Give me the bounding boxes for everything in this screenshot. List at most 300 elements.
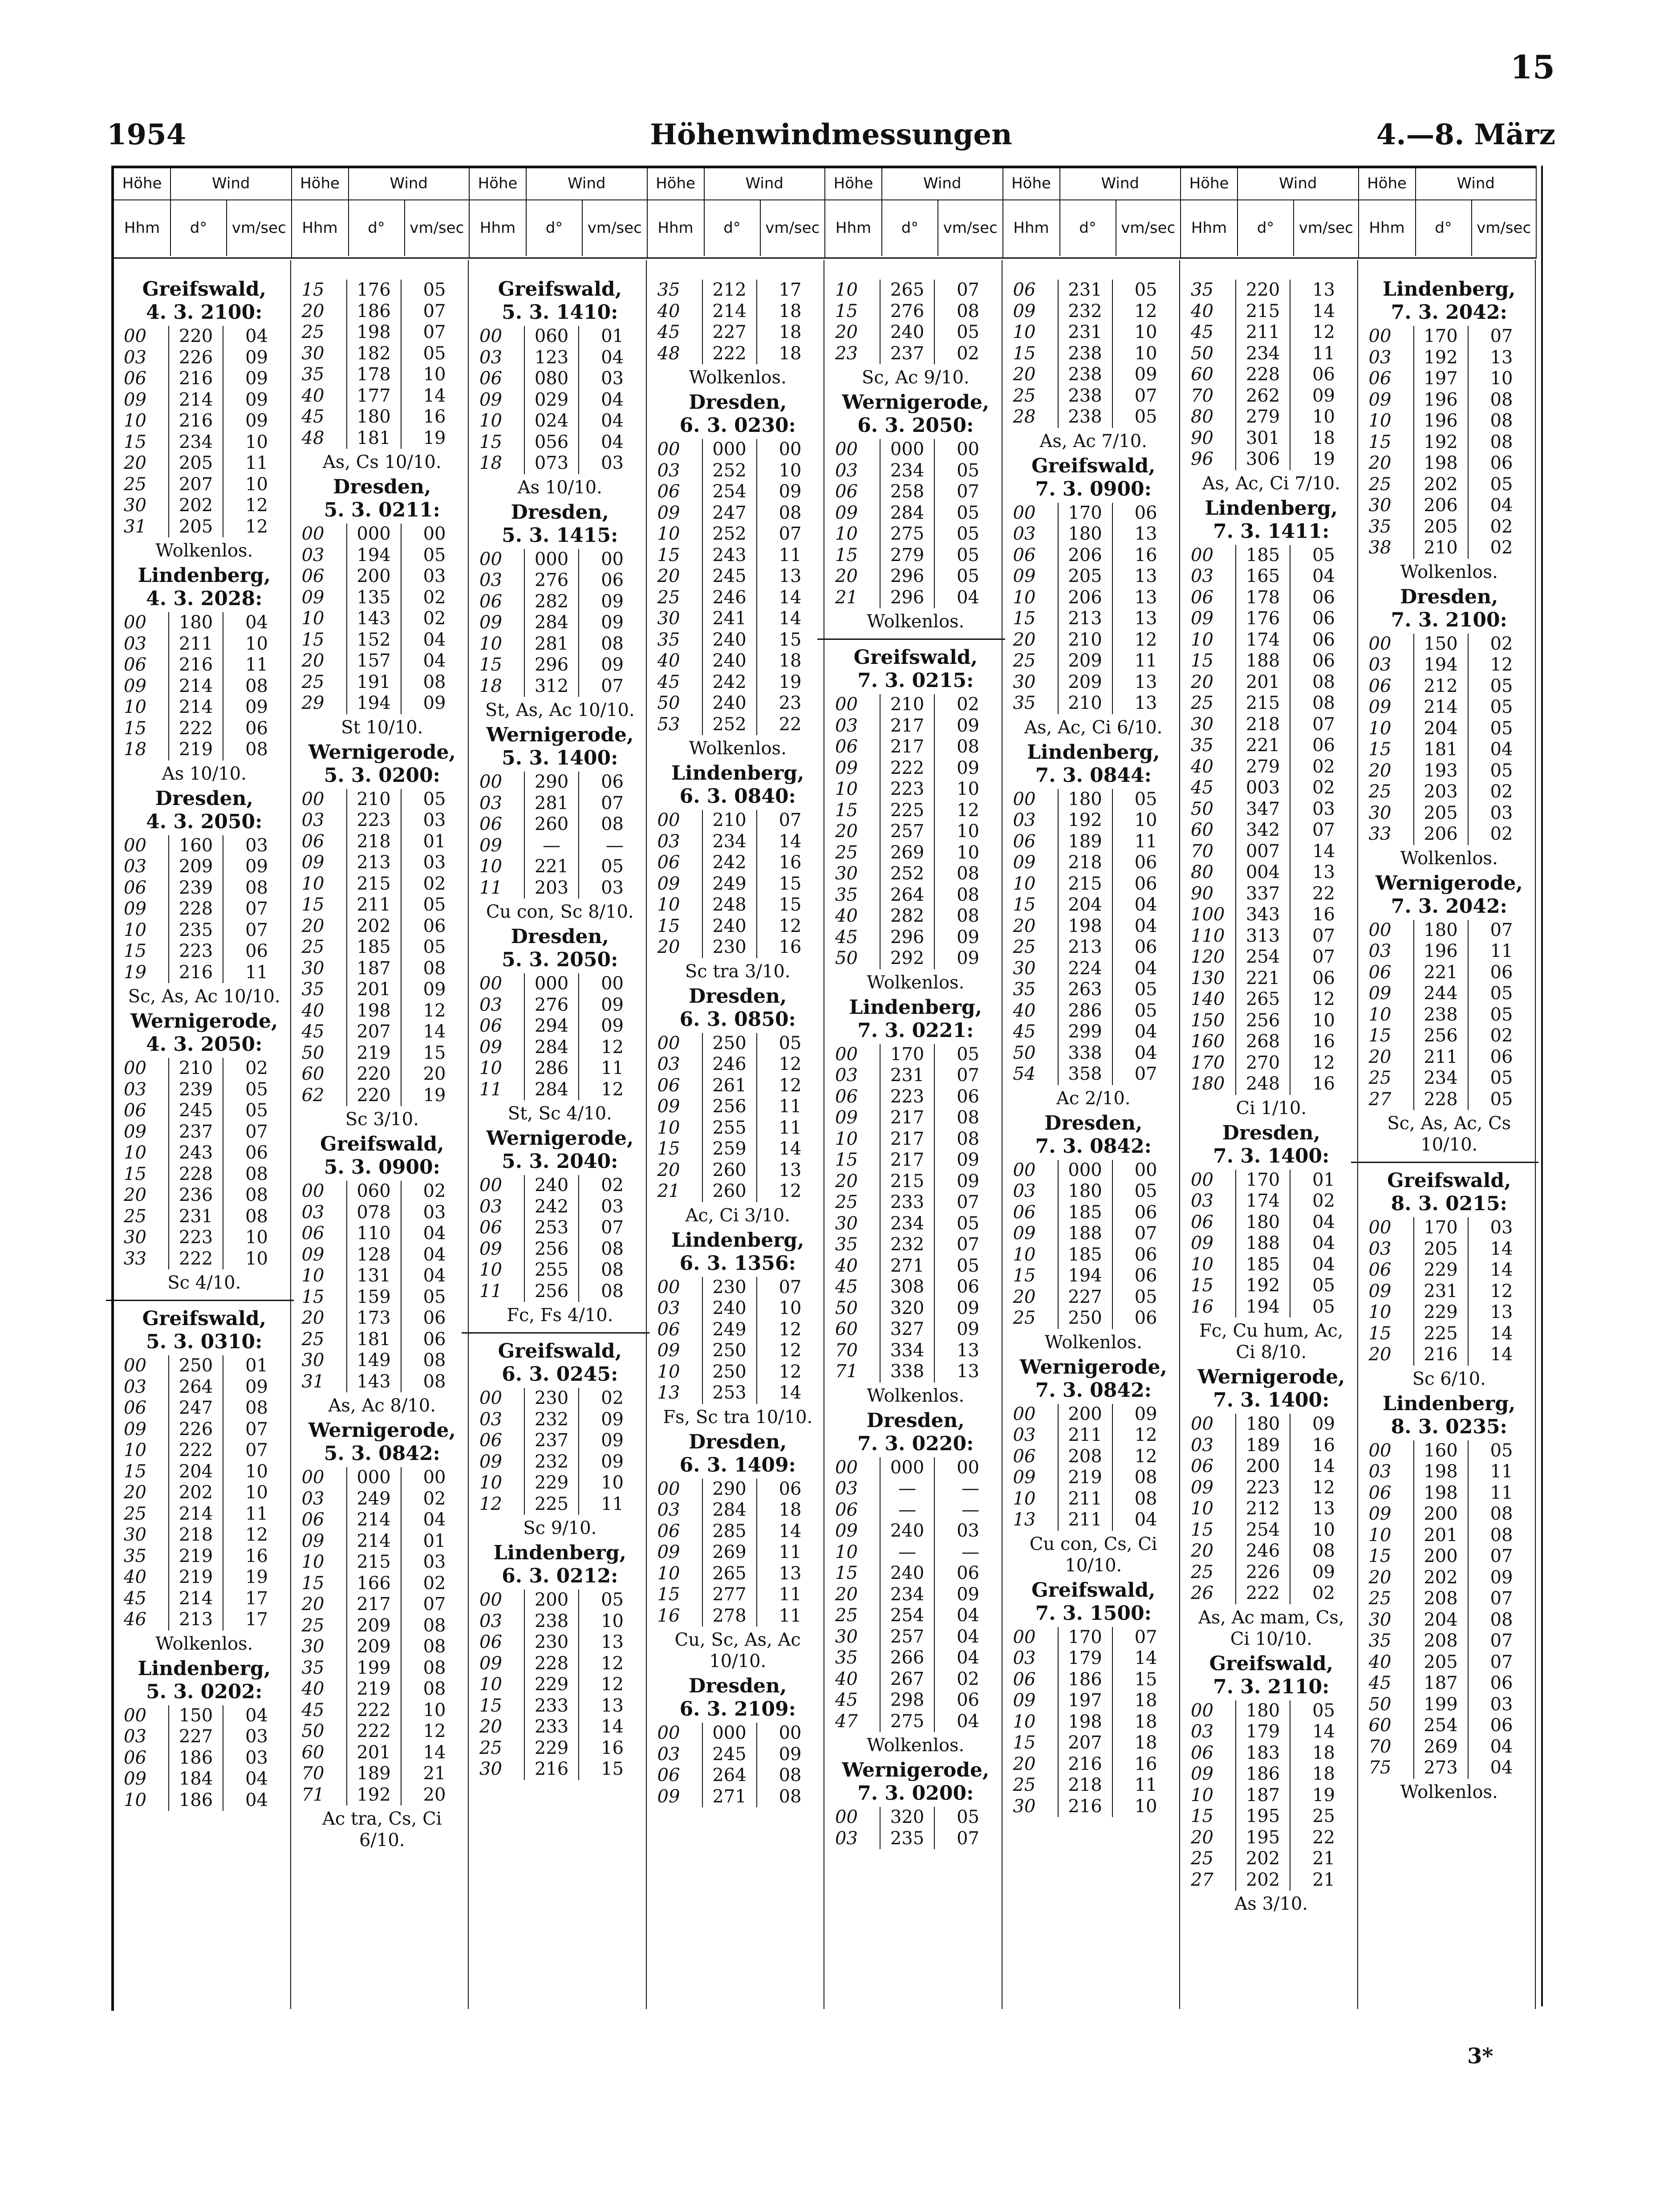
speed-cell: 19 [779,671,802,692]
direction-cell: 210 [702,810,757,831]
direction-cell: 256 [524,1281,579,1302]
height-cell: 00 [1191,1700,1213,1721]
station-name: Greifswald, [498,278,622,301]
height-cell: 35 [835,1234,858,1255]
direction-cell: 229 [524,1738,579,1759]
speed-cell: 14 [779,1521,802,1541]
table-row [479,1281,626,1302]
direction-cell: 060 [347,1181,401,1202]
direction-cell: 004 [1236,862,1290,883]
station-name: Lindenberg, [671,1228,804,1252]
height-cell: 09 [479,1451,502,1472]
height-cell: 15 [657,1139,680,1159]
speed-cell: 01 [423,1530,446,1551]
height-cell: 60 [1191,820,1213,840]
table-row [657,895,804,916]
height-cell: 45 [301,1021,325,1042]
observation-datetime: 5. 3. 2050: [502,948,618,971]
speed-cell: 05 [957,566,979,586]
speed-cell: 03 [245,1726,268,1747]
speed-cell: 08 [601,1238,624,1259]
table-row [657,1160,804,1181]
speed-cell: 16 [1312,1435,1335,1456]
direction-cell: 222 [880,758,934,779]
height-cell: 09 [657,502,680,523]
header-v: v [410,219,419,237]
column-header [1003,168,1181,259]
speed-cell: 05 [1134,280,1157,300]
direction-cell: 313 [1236,926,1290,947]
speed-cell: 08 [423,1350,446,1371]
speed-cell: 06 [1312,968,1335,988]
direction-cell: 259 [702,1139,757,1160]
station-block [470,724,646,923]
speed-cell: 04 [245,612,268,633]
height-cell: 03 [1368,655,1392,675]
direction-cell: 215 [880,1171,934,1192]
height-cell: 45 [835,1277,858,1297]
direction-cell: 187 [347,958,401,980]
direction-cell: 201 [1414,1525,1468,1546]
station-block [648,1675,824,1807]
speed-cell: 05 [1490,474,1513,495]
direction-cell: 229 [524,1674,579,1696]
header-v: v [943,219,952,237]
height-cell: 40 [657,651,680,671]
speed-cell: 13 [779,1159,802,1180]
height-cell: 06 [479,591,502,612]
speed-cell: 09 [957,1297,979,1318]
speed-cell: 15 [779,873,802,894]
speed-cell: 13 [1490,1302,1513,1322]
height-cell: 00 [1013,1627,1036,1647]
height-cell: 35 [657,280,680,300]
height-cell: 09 [301,587,325,608]
height-cell: 15 [124,718,146,739]
direction-cell: 234 [880,1213,934,1235]
direction-cell: 212 [1236,1498,1290,1520]
speed-cell: 06 [1134,1202,1157,1223]
station-block [825,391,1002,632]
direction-cell: 192 [1414,432,1468,453]
speed-cell: 16 [1134,1753,1157,1774]
direction-cell: 003 [1236,777,1290,799]
speed-cell: 09 [245,1376,268,1397]
table-row [302,852,449,874]
height-cell: 35 [1368,1631,1392,1651]
speed-cell: 08 [1490,389,1513,410]
height-cell: 45 [657,671,680,692]
height-cell: 06 [124,368,146,389]
height-cell: 130 [1191,968,1225,988]
station-name: Greifswald, [853,646,978,669]
direction-cell: 222 [1236,1583,1290,1604]
height-cell: 50 [1191,798,1213,819]
speed-cell: 13 [957,1361,979,1382]
header-h: H [479,219,491,237]
wind-data-table [302,524,449,714]
height-cell: 10 [657,524,680,544]
speed-cell: 07 [1312,947,1335,967]
direction-cell: 216 [169,962,223,984]
table-row [835,524,982,545]
direction-cell: 216 [169,655,223,676]
height-cell: 20 [301,301,325,321]
header-unit: m/sec [596,219,642,237]
direction-cell: 238 [1058,343,1112,365]
direction-cell: 312 [524,676,579,697]
direction-cell: 247 [169,1398,223,1419]
data-column [114,260,291,2009]
table-row [1013,1754,1160,1775]
speed-cell: 02 [601,1175,624,1196]
height-cell: 10 [124,1789,146,1810]
direction-cell: 177 [347,386,401,407]
height-cell: 40 [1013,1000,1036,1021]
direction-cell: 282 [880,906,934,927]
data-column [1359,260,1536,2009]
speed-cell: 07 [957,1192,979,1212]
direction-cell: 263 [1058,979,1112,1000]
direction-cell: 000 [702,1723,757,1744]
height-cell: 06 [479,368,502,389]
direction-cell: 196 [1414,941,1468,962]
height-cell: 10 [835,1128,858,1149]
table-row [1191,1435,1338,1456]
direction-cell: 215 [1058,874,1112,895]
speed-cell: 11 [779,1584,802,1605]
direction-cell: 338 [1058,1043,1112,1064]
station-name: Lindenberg, [1383,278,1516,301]
table-row [835,1361,982,1383]
height-cell: 15 [301,1286,325,1307]
table-row [1191,1053,1338,1074]
direction-cell: 240 [524,1175,579,1196]
header-d-deg [1060,200,1116,256]
height-cell: 09 [124,899,146,919]
cloud-remark: Wolkenlos. [1400,561,1498,582]
observation-datetime: 7. 3. 0200: [857,1782,974,1805]
direction-cell: 000 [524,549,579,570]
height-cell: 09 [1368,1504,1392,1524]
station-name: Wernigerode, [1019,1355,1167,1379]
wind-data-table [302,1467,449,1806]
direction-cell: 202 [1414,1567,1468,1589]
direction-cell: 204 [169,1461,223,1483]
station-block [825,280,1002,388]
table-row [1191,1520,1338,1541]
direction-cell: 250 [702,1362,757,1383]
wind-data-table [124,1705,271,1811]
speed-cell: 15 [779,895,802,915]
header-title: Höhenwindmessungen [650,118,1012,151]
table-row [302,386,449,407]
height-cell: 20 [301,915,325,936]
speed-cell: 16 [1312,904,1335,925]
height-cell: 09 [301,1244,325,1265]
column-header-row-1 [648,168,825,200]
height-cell: 06 [835,1086,858,1107]
direction-cell: 278 [702,1606,757,1627]
speed-cell: 00 [423,524,446,544]
table-row [302,1594,449,1615]
speed-cell: 02 [957,694,979,715]
height-cell: 00 [479,1388,502,1408]
table-row [657,852,804,874]
station-name: Dresden, [333,476,431,498]
speed-cell: 09 [1490,1567,1513,1588]
direction-cell: 231 [1058,280,1112,301]
height-cell: 50 [835,948,858,968]
speed-cell: 07 [245,1440,268,1460]
table-row [1191,322,1338,343]
height-cell: 48 [657,343,680,364]
height-cell: 09 [124,1769,146,1789]
table-row [302,1371,449,1393]
direction-cell: 222 [169,1249,223,1270]
height-cell: 03 [835,1065,858,1086]
direction-cell: 194 [1414,655,1468,676]
station-name: Wernigerode, [842,391,990,414]
observation-datetime: 6. 3. 0230: [679,414,796,437]
direction-cell: 299 [1058,1021,1112,1043]
speed-cell: 04 [1312,1233,1335,1253]
height-cell: 09 [1191,1477,1213,1498]
direction-cell: 000 [524,973,579,995]
cloud-remark: As 10/10. [517,477,602,498]
table-row [1013,1021,1160,1043]
table-row [835,948,982,969]
height-cell: 20 [1013,915,1036,936]
direction-cell: 209 [347,1636,401,1658]
header-h: H [835,219,847,237]
table-row [1191,693,1338,714]
cloud-remark: Ac 2/10. [1056,1088,1131,1109]
station-name: Dresden, [689,1675,787,1697]
table-row [1013,545,1160,566]
cloud-remark: Sc, As, Ac 10/10. [128,986,280,1007]
direction-cell: 229 [1414,1302,1468,1323]
direction-cell: 170 [1414,1217,1468,1239]
header-h-hm [292,200,349,256]
speed-cell: 07 [423,1594,446,1615]
table-row [1191,799,1338,820]
direction-cell: 150 [169,1705,223,1727]
height-cell: 33 [124,1248,146,1269]
station-name: Greifswald, [1209,1652,1333,1675]
height-cell: 03 [1191,1721,1213,1742]
direction-cell: 205 [169,453,223,474]
table-row [302,937,449,958]
table-row [1013,672,1160,693]
direction-cell: 256 [702,1096,757,1118]
speed-cell: 11 [601,1493,624,1514]
speed-cell: 05 [423,789,446,809]
height-cell: 09 [1013,566,1036,586]
table-row [124,1377,271,1398]
table-row [657,1181,804,1202]
table-row [1013,407,1160,428]
height-cell: 15 [1013,895,1036,915]
height-cell: 20 [835,1171,858,1192]
table-row [1191,386,1338,407]
station-block [648,280,824,388]
table-row [1013,1796,1160,1818]
table-row [302,343,449,365]
direction-cell: 240 [702,630,757,651]
height-cell: 50 [301,1042,325,1063]
table-row [124,347,271,369]
direction-cell: 264 [880,885,934,906]
height-cell: 06 [1013,1446,1036,1467]
observation-datetime: 7. 3. 0215: [857,669,974,692]
direction-cell: 265 [1236,989,1290,1010]
table-row [835,1807,982,1828]
table-row [1369,1005,1516,1026]
table-row [1013,1223,1160,1244]
height-cell: 30 [835,1213,858,1234]
speed-cell: 04 [1312,1254,1335,1275]
height-cell: 45 [301,407,325,427]
station-block [114,278,290,561]
direction-cell: 211 [347,895,401,916]
height-cell: 18 [479,453,502,473]
observation-datetime: 5. 3. 1415: [502,524,618,547]
table-row [1369,634,1516,655]
speed-cell: 07 [1490,919,1513,940]
speed-cell: 12 [423,1721,446,1741]
height-cell: 09 [1191,1233,1213,1253]
cloud-remark: Sc tra 3/10. [685,961,791,982]
speed-cell: 03 [1312,798,1335,819]
table-row [1369,983,1516,1005]
table-row [1369,1047,1516,1068]
height-cell: 30 [301,958,325,979]
speed-cell: 05 [1490,760,1513,781]
station-block [1359,1169,1535,1390]
station-name: Wernigerode, [308,740,456,764]
direction-cell: 225 [524,1494,579,1515]
height-cell: 06 [479,1430,502,1451]
table-row [835,343,982,365]
speed-cell: 14 [1490,1238,1513,1259]
height-cell: 03 [835,1478,858,1499]
direction-cell: 221 [524,856,579,878]
table-row [835,460,982,482]
header-hm: hm [847,219,872,237]
table-row [1369,1483,1516,1504]
wind-data-table [302,280,449,449]
table-row [479,1452,626,1473]
observation-datetime: 7. 3. 0842: [1035,1379,1152,1402]
speed-cell: 09 [601,1451,624,1472]
speed-cell: 10 [779,460,802,481]
direction-cell: 194 [347,693,401,714]
speed-cell: 07 [1134,1627,1157,1647]
speed-cell: 12 [1134,1446,1157,1467]
direction-cell: 238 [1058,364,1112,386]
direction-cell: 205 [1414,516,1468,538]
table-row [124,1058,271,1079]
speed-cell: 08 [245,1163,268,1184]
header-d: d [1435,219,1445,237]
speed-cell: 08 [423,1657,446,1678]
height-cell: 20 [1368,1567,1392,1588]
speed-cell: 04 [245,1705,268,1726]
station-name: Dresden, [689,984,787,1008]
direction-cell: 219 [169,1546,223,1567]
speed-cell: 21 [423,1763,446,1784]
header-h-hm [1003,200,1060,256]
table-row [479,835,626,857]
wind-data-table [657,1479,804,1627]
observation-datetime: 7. 3. 2042: [1391,301,1507,324]
data-column [825,260,1002,2009]
height-cell: 20 [1013,1286,1036,1307]
table-row [835,716,982,737]
header-deg: ° [1444,219,1452,237]
column-header-row-1 [292,168,469,200]
speed-cell: 04 [1490,1757,1513,1778]
height-cell: 10 [835,280,858,300]
direction-cell: 188 [1236,1233,1290,1254]
height-cell: 70 [1368,1736,1392,1757]
table-row [124,1790,271,1811]
direction-cell: 214 [1414,697,1468,718]
station-block [648,391,824,759]
height-cell: 48 [301,427,325,448]
speed-cell: 04 [957,587,979,608]
speed-cell: 05 [957,1255,979,1276]
speed-cell: 19 [245,1567,268,1587]
station-name: Lindenberg, [493,1541,626,1564]
speed-cell: 25 [1312,1806,1335,1826]
height-cell: 71 [835,1361,858,1382]
speed-cell: 05 [423,280,446,300]
table-row [1013,1265,1160,1287]
table-row [124,1419,271,1440]
height-cell: 10 [479,1674,502,1695]
height-cell: 09 [124,389,146,410]
table-row [1369,1546,1516,1567]
direction-cell: 218 [1058,852,1112,874]
height-cell: 15 [1191,1519,1213,1540]
observation-datetime: 5. 3. 0842: [324,1442,440,1465]
height-cell: 10 [1368,718,1392,739]
direction-cell: 131 [347,1265,401,1287]
table-row [124,411,271,432]
speed-cell: 10 [1134,343,1157,364]
direction-cell: 249 [347,1488,401,1510]
speed-cell: 05 [957,502,979,523]
direction-cell: 232 [1058,301,1112,322]
table-row [302,1202,449,1224]
observation-datetime: 4. 3. 2050: [146,1033,263,1056]
speed-cell: 21 [1312,1848,1335,1869]
direction-cell: 253 [702,1383,757,1404]
speed-cell: 05 [423,1286,446,1307]
table-row [1191,1827,1338,1849]
direction-cell: 219 [169,739,223,761]
height-cell: 00 [657,1723,680,1743]
speed-cell: 02 [1490,537,1513,558]
height-cell: 06 [479,1217,502,1238]
table-row [1013,386,1160,407]
table-row [1191,735,1338,756]
table-row [479,772,626,793]
direction-cell: 277 [702,1584,757,1606]
direction-cell: 214 [169,1588,223,1610]
